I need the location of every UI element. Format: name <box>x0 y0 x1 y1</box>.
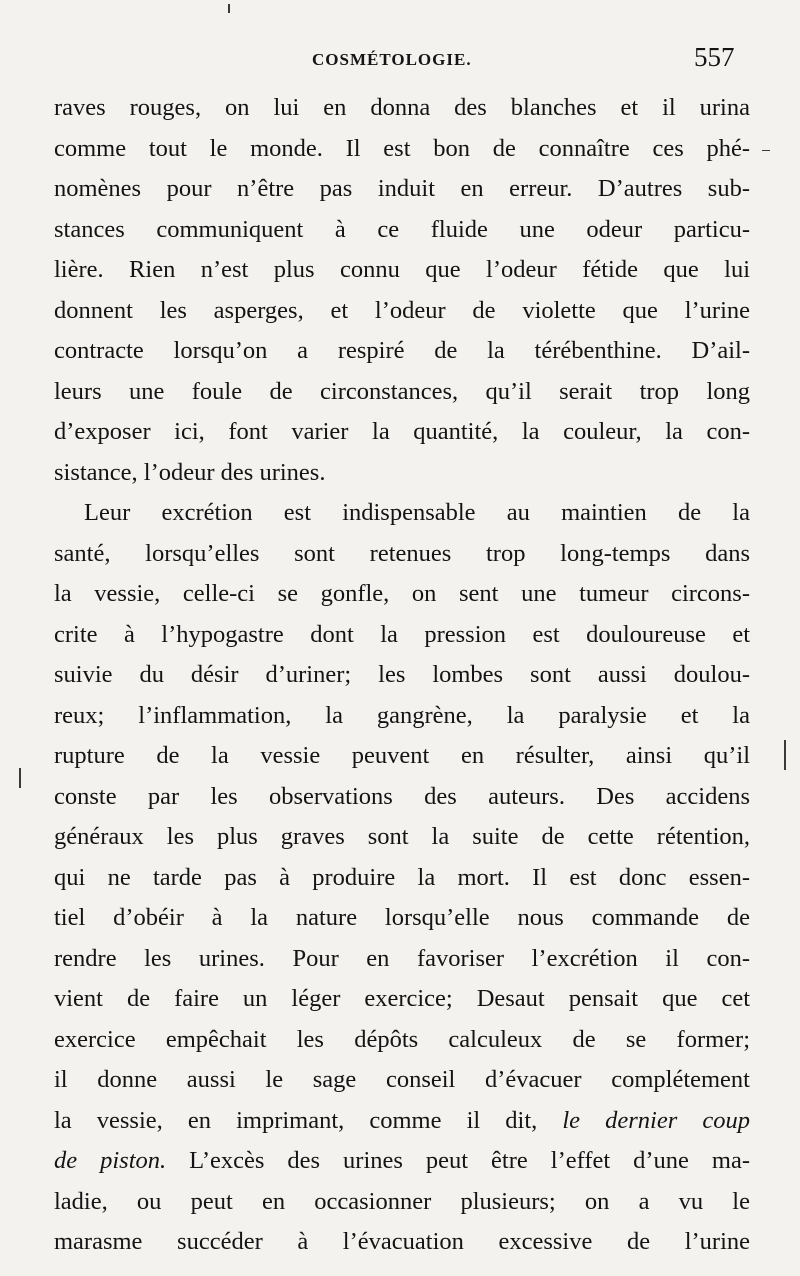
text-line: raves rouges, on lui en donna des blanches et il urina <box>54 94 750 121</box>
running-title: COSMÉTOLOGIE. <box>312 50 472 69</box>
text-line: exercice empêchait les dépôts calculeux de se former; <box>54 1025 750 1053</box>
scan-mark <box>762 150 770 151</box>
scan-mark <box>784 740 786 770</box>
text-line-with-italic <box>54 1101 750 1142</box>
text-line: la vessie, celle-ci se gonfle, on sent une tumeur circons- <box>54 580 750 607</box>
text-line: conste par les observations des auteurs. Des accidens <box>54 782 750 810</box>
body-text <box>54 88 750 1263</box>
text-line: leurs une foule de circonstances, qu’il serait trop long <box>54 377 750 405</box>
text-line: qui ne tarde pas à produire la mort. Il est donc essen- <box>54 863 750 891</box>
line-text: la vessie, en imprimant, comme il dit, <box>54 1106 563 1134</box>
text-line: d’exposer ici, font varier la quantité, la couleur, la con- <box>54 418 750 445</box>
text-line: rupture de la vessie peuvent en résulter, ainsi qu’il <box>54 742 750 769</box>
text-line-with-italic <box>54 1141 750 1182</box>
text-line: reux; l’inflammation, la gangrène, la paralysie et la <box>54 701 750 729</box>
line-text: L’excès des urines peut être l’effet d’une ma- <box>166 1147 750 1174</box>
text-line: santé, lorsqu’elles sont retenues trop long-temps dans <box>54 539 750 567</box>
text-line: nomènes pour n’être pas induit en erreur. D’autres sub- <box>54 175 750 202</box>
text-line: comme tout le monde. Il est bon de connaître ces phé- <box>54 134 750 162</box>
text-line: marasme succéder à l’évacuation excessive de l’urine <box>54 1228 750 1255</box>
text-line: suivie du désir d’uriner; les lombes sont aussi doulou- <box>54 661 750 688</box>
text-line: rendre les urines. Pour en favoriser l’excrétion il con- <box>54 944 750 972</box>
italic-phrase: de piston. <box>54 1147 167 1174</box>
text-line: stances communiquent à ce fluide une odeur particu- <box>54 215 750 243</box>
text-line: généraux les plus graves sont la suite de cette rétention, <box>54 823 750 850</box>
italic-phrase: le dernier coup <box>562 1106 750 1134</box>
page-header <box>0 44 800 84</box>
text-line: crite à l’hypogastre dont la pression est douloureuse et <box>54 620 750 648</box>
page-number: 557 <box>694 42 735 72</box>
paragraph-end-line: sistance, l’odeur des urines. <box>54 458 326 486</box>
text-line: contracte lorsqu’on a respiré de la térébenthine. D’ail- <box>54 337 750 364</box>
text-line: tiel d’obéir à la nature lorsqu’elle nous commande de <box>54 904 750 931</box>
scan-mark <box>228 4 230 13</box>
text-line: ladie, ou peut en occasionner plusieurs; on a vu le <box>54 1187 750 1215</box>
text-line: donnent les asperges, et l’odeur de violette que l’urine <box>54 296 750 324</box>
text-line: il donne aussi le sage conseil d’évacuer complétement <box>54 1066 750 1093</box>
text-line: vient de faire un léger exercice; Desaut pensait que cet <box>54 985 750 1012</box>
scan-mark <box>19 768 21 788</box>
text-line: lière. Rien n’est plus connu que l’odeur fétide que lui <box>54 256 750 283</box>
paragraph-start-line: Leur excrétion est indispensable au maintien de la <box>84 499 750 526</box>
